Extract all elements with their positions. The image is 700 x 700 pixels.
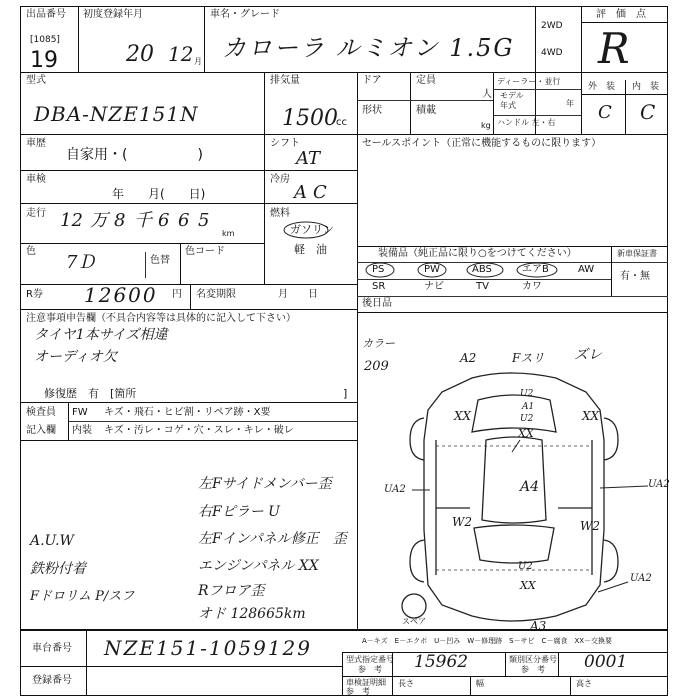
- spare-label: スペア: [402, 617, 426, 626]
- interior-check-label: 内装: [72, 425, 92, 436]
- cert-label: 車検証明細 参 考: [346, 678, 386, 696]
- mark-xx-roof: XX: [518, 427, 534, 440]
- exterior-label: 外 装: [588, 82, 616, 92]
- displacement-value: 1500: [282, 106, 338, 131]
- class-label: 類別区分番号 参 考: [509, 655, 557, 674]
- fuel-diesel: 軽 油: [294, 243, 327, 256]
- fuel-circle: [284, 222, 328, 238]
- drive-4wd: 4WD: [541, 48, 563, 58]
- fw-items: キズ・飛石・ヒビ割・リペア跡・X要: [104, 407, 271, 418]
- mark-u2-rear: U2: [518, 561, 533, 572]
- color-value: 7Ｄ: [66, 252, 96, 273]
- ticket-value: 12600: [84, 283, 158, 307]
- color-label: 色: [26, 246, 36, 257]
- rear-window: [474, 525, 554, 563]
- notes-line2: オーディオ欠: [34, 349, 117, 365]
- grade-label: 評 価 点: [596, 9, 646, 20]
- name-grade-label: 車名・グレード: [210, 9, 280, 20]
- shift-value: AT: [296, 148, 321, 169]
- interior-grade: C: [640, 100, 656, 124]
- dealer-label: ディーラー・並行: [497, 77, 561, 86]
- leader-line: [600, 486, 648, 488]
- capacity-label: 定員: [416, 75, 436, 86]
- mark-zure: ズレ: [574, 347, 602, 363]
- leader-line: [512, 440, 520, 452]
- equip-tv: TV: [476, 281, 489, 292]
- first-reg-month-unit: 月: [194, 57, 202, 66]
- lot-code: [1085]: [30, 35, 60, 45]
- history-value: 自家用・( ): [66, 147, 203, 163]
- equip-sr: SR: [372, 281, 386, 292]
- height-label: 高さ: [576, 679, 592, 688]
- mark-ua2-rr: UA2: [630, 573, 652, 584]
- car-body-outline: [424, 373, 604, 621]
- mileage-digit: 6: [158, 210, 170, 231]
- leader-line: [598, 582, 628, 592]
- fw-label: FW: [72, 407, 88, 418]
- wheel-arch: [410, 540, 424, 582]
- mark-ua2-r: UA2: [648, 479, 670, 490]
- type-designation-label: 型式指定番号 参 考: [346, 655, 394, 674]
- equip-navi: ナビ: [424, 281, 444, 292]
- mileage-digit: 5: [198, 210, 210, 231]
- mileage-digit: 12: [60, 210, 83, 231]
- width-label: 幅: [476, 679, 484, 688]
- mark-ua2-l: UA2: [384, 484, 406, 495]
- wheel-arch: [604, 540, 618, 582]
- mark-xx-fr: XX: [582, 409, 600, 423]
- rear-seat-label: 後日品: [362, 298, 392, 309]
- repair-bracket: ]: [343, 387, 348, 400]
- interior-label: 内 装: [632, 82, 660, 92]
- load-label: 積載: [416, 105, 436, 116]
- lot-no-label: 出品番号: [26, 9, 66, 20]
- wheel-arch: [410, 418, 424, 460]
- equip-circle: [467, 263, 503, 277]
- notes-line1: タイヤ1本サイズ相違: [34, 327, 168, 343]
- lower-note: 右Fピラー U: [198, 504, 280, 520]
- fuel-gasoline: ガソリン: [290, 223, 334, 236]
- equip-pw: PW: [424, 264, 440, 275]
- mark-a1: A1: [522, 402, 535, 412]
- chassis-label: 車台番号: [32, 643, 72, 654]
- ticket-unit: 円: [172, 289, 182, 300]
- equip-leather: カワ: [522, 281, 542, 292]
- lower-note: Rフロア歪: [198, 583, 265, 599]
- mileage-unit: km: [222, 229, 235, 238]
- mileage-digit: 千: [134, 210, 152, 231]
- equip-abs: ABS: [472, 264, 492, 275]
- handle-label: ハンドル 左・右: [497, 118, 556, 127]
- mileage-label: 走行: [26, 208, 46, 219]
- chassis-value: NZE151-1059129: [104, 636, 312, 660]
- capacity-unit: 人: [482, 89, 492, 100]
- mark-u2-top: U2: [520, 389, 534, 399]
- shaken-label: 車検: [26, 174, 46, 185]
- windshield: [472, 395, 556, 432]
- inspector-label2: 記入欄: [26, 425, 56, 436]
- mark-xx-rear: XX: [520, 579, 536, 592]
- warranty-label: 新車保証書: [617, 249, 657, 258]
- length-label: 長さ: [398, 679, 414, 688]
- equip-airbag: エアB: [522, 264, 549, 275]
- aircon-value: AC: [294, 182, 333, 203]
- lower-note: オド 128665km: [198, 606, 306, 622]
- equip-circle: [418, 263, 446, 277]
- first-reg-month: 12: [168, 42, 194, 66]
- aircon-label: 冷房: [270, 174, 290, 185]
- mark-a4: A4: [520, 479, 540, 495]
- first-reg-year: 20: [126, 42, 154, 67]
- notes-label: 注意事項申告欄（不具合内容等は具体的に記入して下さい）: [26, 313, 296, 324]
- model-year-unit: 年: [566, 99, 574, 108]
- equip-circle: [517, 263, 557, 277]
- name-grade: カローラ ルミオン 1.5G: [222, 34, 515, 62]
- left-note: A.U.W: [30, 533, 74, 549]
- mark-a2-top: A2: [460, 351, 477, 365]
- shaken-value: 年 月( 日): [112, 187, 206, 201]
- diagram-color-label: カラー: [362, 337, 395, 350]
- reg-expiry-value: 月 日: [278, 289, 318, 300]
- mileage-digit: 8: [114, 210, 126, 231]
- equip-circle: [366, 263, 394, 277]
- lower-note: エンジンパネル XX: [198, 558, 319, 574]
- type-designation-value: 15962: [414, 652, 469, 672]
- shape-label: 形状: [362, 105, 382, 116]
- grade-value: R: [598, 24, 630, 73]
- lower-note: 左Fサイドメンバー歪: [198, 476, 332, 492]
- mark-w2-l: W2: [452, 515, 472, 529]
- mark-xx-fl: XX: [454, 409, 472, 423]
- door-label: ドア: [362, 75, 382, 86]
- model-value: DBA-NZE151N: [34, 102, 199, 126]
- drive-2wd: 2WD: [541, 21, 563, 31]
- reg-expiry-label: 名変期限: [196, 289, 236, 300]
- color-code-label: 色コード: [185, 246, 225, 257]
- reg-label: 登録番号: [32, 675, 72, 686]
- repair-label: 修復歴 有 [箇所: [44, 387, 137, 400]
- equipment-label: 装備品（純正品に限り○をつけてください）: [378, 248, 577, 259]
- wheel-arch: [604, 418, 618, 460]
- diagram-color-code: 209: [364, 359, 389, 374]
- ticket-label: R券: [26, 289, 43, 300]
- sales-label: セールスポイント（正常に機能するものに限ります）: [362, 138, 602, 149]
- displacement-label: 排気量: [270, 75, 300, 86]
- left-note: Fドロリム P/スフ: [30, 589, 135, 604]
- load-unit: kg: [481, 121, 491, 130]
- fuel-label: 燃料: [270, 208, 290, 219]
- repaint-label: 色替: [150, 255, 170, 266]
- mark-u2-mid: U2: [520, 414, 534, 424]
- history-label: 車歴: [26, 138, 46, 149]
- spare-tire: [402, 594, 426, 618]
- lower-note: 左Fインパネル修正 歪: [198, 531, 347, 547]
- mark-a3: A3: [530, 619, 547, 633]
- model-year-label: モデル 年式: [500, 91, 524, 110]
- interior-check-items: キズ・汚レ・コゲ・穴・スレ・キレ・破レ: [104, 425, 294, 436]
- left-note: 鉄粉付着: [30, 561, 86, 577]
- lot-no: 19: [30, 48, 58, 73]
- exterior-grade: C: [598, 102, 612, 123]
- warranty-value: 有・無: [620, 271, 650, 282]
- mark-fender-top: Fスリ: [512, 351, 545, 365]
- model-label: 型式: [26, 75, 46, 86]
- mark-w2-r: W2: [580, 519, 600, 533]
- class-value: 0001: [584, 652, 628, 672]
- mileage-digit: 万: [90, 210, 108, 231]
- shift-label: シフト: [270, 138, 300, 149]
- diagram-legend: A－キズ E－エクボ U－凹み W－修理跡 S－サビ C－腐食 XX－交換要: [362, 637, 613, 645]
- inspector-label1: 検査員: [26, 407, 56, 418]
- equip-ps: PS: [372, 264, 385, 275]
- displacement-unit: cc: [336, 117, 347, 128]
- mileage-digit: 6: [178, 210, 190, 231]
- first-reg-label: 初度登録年月: [83, 9, 143, 20]
- equip-aw: AW: [578, 264, 595, 275]
